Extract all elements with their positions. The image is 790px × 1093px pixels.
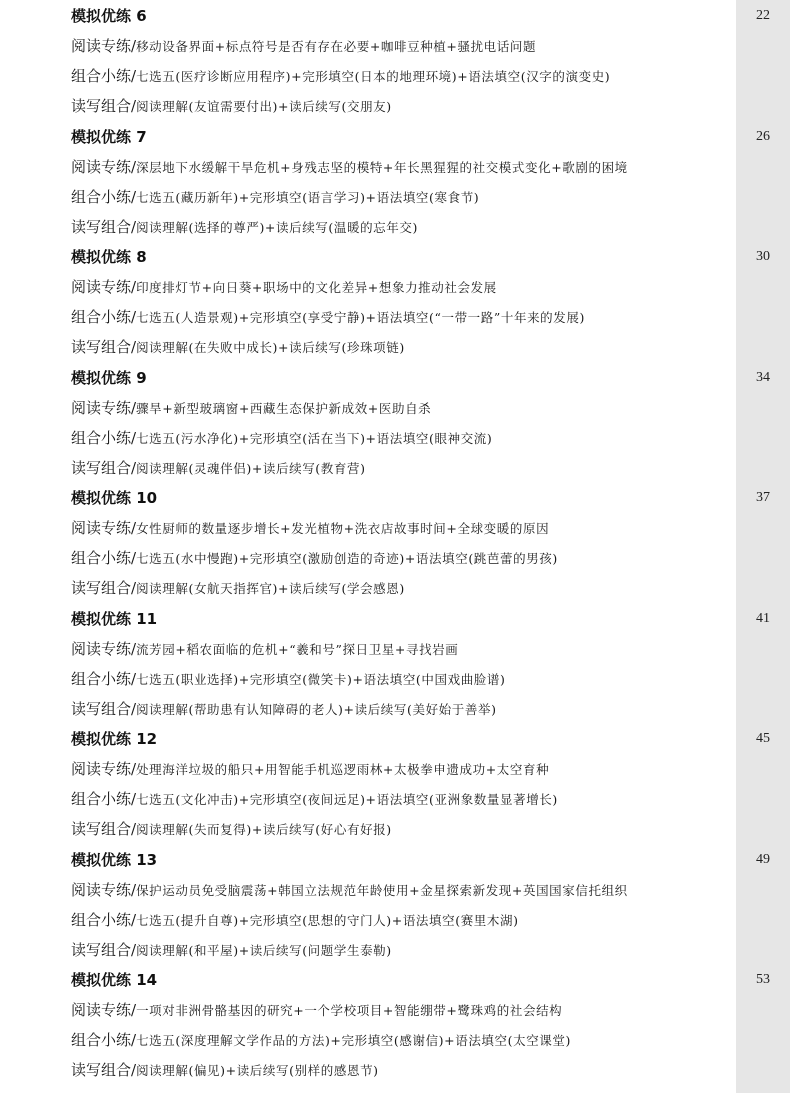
toc-entry [71,515,731,541]
entry-category: 组合小练/ [71,67,137,85]
toc-entry [71,907,731,933]
entry-description: 阅读理解(失而复得)+读后续写(好心有好报) [136,822,392,837]
entry-category: 读写组合/ [71,458,137,477]
toc-entry [71,937,731,963]
entry-description: 七选五(深度理解文学作品的方法)+完形填空(感谢信)+语法填空(太空课堂) [136,1033,571,1048]
entry-description: 深层地下水缓解干旱危机+身残志坚的模特+年长黑猩猩的社交模式变化+歌剧的困境 [136,159,628,175]
entry-description: 七选五(藏历新年)+完形填空(语言学习)+语法填空(寒食节) [136,189,480,205]
section-title: 模拟优练 10 [71,489,158,507]
toc-entry [71,425,731,451]
entry-description: 女性厨师的数量逐步增长+发光植物+洗衣店故事时间+全球变暖的原因 [136,521,550,536]
entry-category: 读写组合/ [71,1061,137,1079]
toc-entry [71,33,731,59]
entry-description: 处理海洋垃圾的船只+用智能手机巡逻雨林+太极拳申遗成功+太空育种 [136,762,550,777]
toc-entry [71,334,731,360]
toc-entry [71,395,731,421]
entry-category: 组合小练/ [71,428,137,447]
entry-category: 阅读专练/ [71,157,137,176]
toc-entry [71,214,731,240]
toc-entry [71,154,731,180]
toc-entry [71,184,731,210]
toc-entry [71,274,731,300]
page-number: 41 [756,610,770,626]
page-number: 30 [756,249,770,264]
entry-category: 组合小练/ [71,549,137,567]
toc-entry [71,304,731,330]
toc-entry [71,696,731,722]
toc-entry [71,666,731,692]
toc-entry [71,1057,731,1083]
toc-entry [71,545,731,571]
section-title: 模拟优练 7 [71,127,147,146]
section-title: 模拟优练 8 [71,248,147,266]
entry-description: 阅读理解(灵魂伴侣)+读后续写(教育营) [136,460,366,476]
entry-category: 组合小练/ [71,910,137,929]
entry-description: 七选五(水中慢跑)+完形填空(激励创造的奇迹)+语法填空(跳芭蕾的男孩) [136,551,558,566]
page-number: 37 [756,490,770,505]
entry-category: 阅读专练/ [71,398,137,417]
entry-description: 七选五(文化冲击)+完形填空(夜间远足)+语法填空(亚洲象数量显著增长) [136,792,558,807]
section-title: 模拟优练 9 [71,368,147,387]
entry-category: 阅读专练/ [71,1001,137,1019]
entry-description: 一项对非洲骨骼基因的研究+一个学校项目+智能绷带+鹭珠鸡的社会结构 [136,1003,563,1018]
entry-category: 阅读专练/ [71,880,137,899]
entry-description: 七选五(职业选择)+完形填空(微笑卡)+语法填空(中国戏曲脸谱) [136,671,506,687]
section-title: 模拟优练 14 [71,971,158,989]
entry-description: 阅读理解(帮助患有认知障碍的老人)+读后续写(美好始于善举) [136,701,497,717]
section-title: 模拟优练 6 [71,7,147,25]
entry-category: 阅读专练/ [71,278,137,296]
entry-category: 组合小练/ [71,187,137,206]
entry-description: 保护运动员免受脑震荡+韩国立法规范年龄使用+金星探索新发现+英国国家信托组织 [136,882,628,898]
toc-entry [71,1027,731,1053]
entry-category: 阅读专练/ [71,37,137,55]
toc-entry [71,63,731,89]
entry-description: 印度排灯节+向日葵+职场中的文化差异+想象力推动社会发展 [136,280,497,295]
entry-category: 读写组合/ [71,579,137,597]
toc-entry [71,997,731,1023]
entry-category: 组合小练/ [71,1031,137,1049]
toc-entry [71,756,731,782]
entry-category: 组合小练/ [71,790,137,808]
entry-category: 读写组合/ [71,217,137,236]
page-number: 53 [756,972,770,987]
entry-description: 移动设备界面+标点符号是否有存在必要+咖啡豆种植+骚扰电话问题 [136,39,537,54]
entry-description: 阅读理解(女航天指挥官)+读后续写(学会感恩) [136,581,405,596]
entry-description: 流芳园+稻农面临的危机+“羲和号”探日卫星+寻找岩画 [136,641,459,657]
entry-category: 读写组合/ [71,699,137,718]
section-title: 模拟优练 13 [71,850,158,869]
entry-category: 读写组合/ [71,97,137,115]
entry-category: 阅读专练/ [71,519,137,537]
toc-entry [71,786,731,812]
entry-description: 七选五(提升自尊)+完形填空(思想的守门人)+语法填空(赛里木湖) [136,912,519,928]
entry-description: 骤旱+新型玻璃窗+西藏生态保护新成效+医助自杀 [136,400,432,416]
page-number: 26 [756,128,770,144]
entry-description: 阅读理解(友谊需要付出)+读后续写(交朋友) [136,99,392,114]
page-number: 45 [756,731,770,746]
entry-description: 阅读理解(在失败中成长)+读后续写(珍珠项链) [136,340,405,355]
toc-entry [71,816,731,842]
section-title: 模拟优练 12 [71,730,158,748]
toc-entry [71,455,731,481]
entry-description: 阅读理解(和平屋)+读后续写(问题学生泰勒) [136,942,392,958]
page-number: 34 [756,369,770,385]
entry-description: 阅读理解(选择的尊严)+读后续写(温暖的忘年交) [136,219,418,235]
entry-description: 七选五(污水净化)+完形填空(活在当下)+语法填空(眼神交流) [136,430,493,446]
entry-category: 组合小练/ [71,308,137,326]
entry-description: 七选五(医疗诊断应用程序)+完形填空(日本的地理环境)+语法填空(汉字的演变史) [136,69,611,84]
toc-entry [71,636,731,662]
entry-category: 组合小练/ [71,669,137,688]
section-title: 模拟优练 11 [71,609,158,628]
toc-entry [71,575,731,601]
entry-category: 阅读专练/ [71,639,137,658]
entry-description: 七选五(人造景观)+完形填空(享受宁静)+语法填空(“一带一路”十年来的发展) [136,310,585,325]
page-number: 22 [756,8,770,23]
toc-entry [71,877,731,903]
entry-category: 读写组合/ [71,338,137,356]
toc-entry [71,93,731,119]
entry-category: 阅读专练/ [71,760,137,778]
entry-description: 阅读理解(偏见)+读后续写(别样的感恩节) [136,1063,379,1078]
page-number: 49 [756,851,770,867]
entry-category: 读写组合/ [71,940,137,959]
entry-category: 读写组合/ [71,820,137,838]
